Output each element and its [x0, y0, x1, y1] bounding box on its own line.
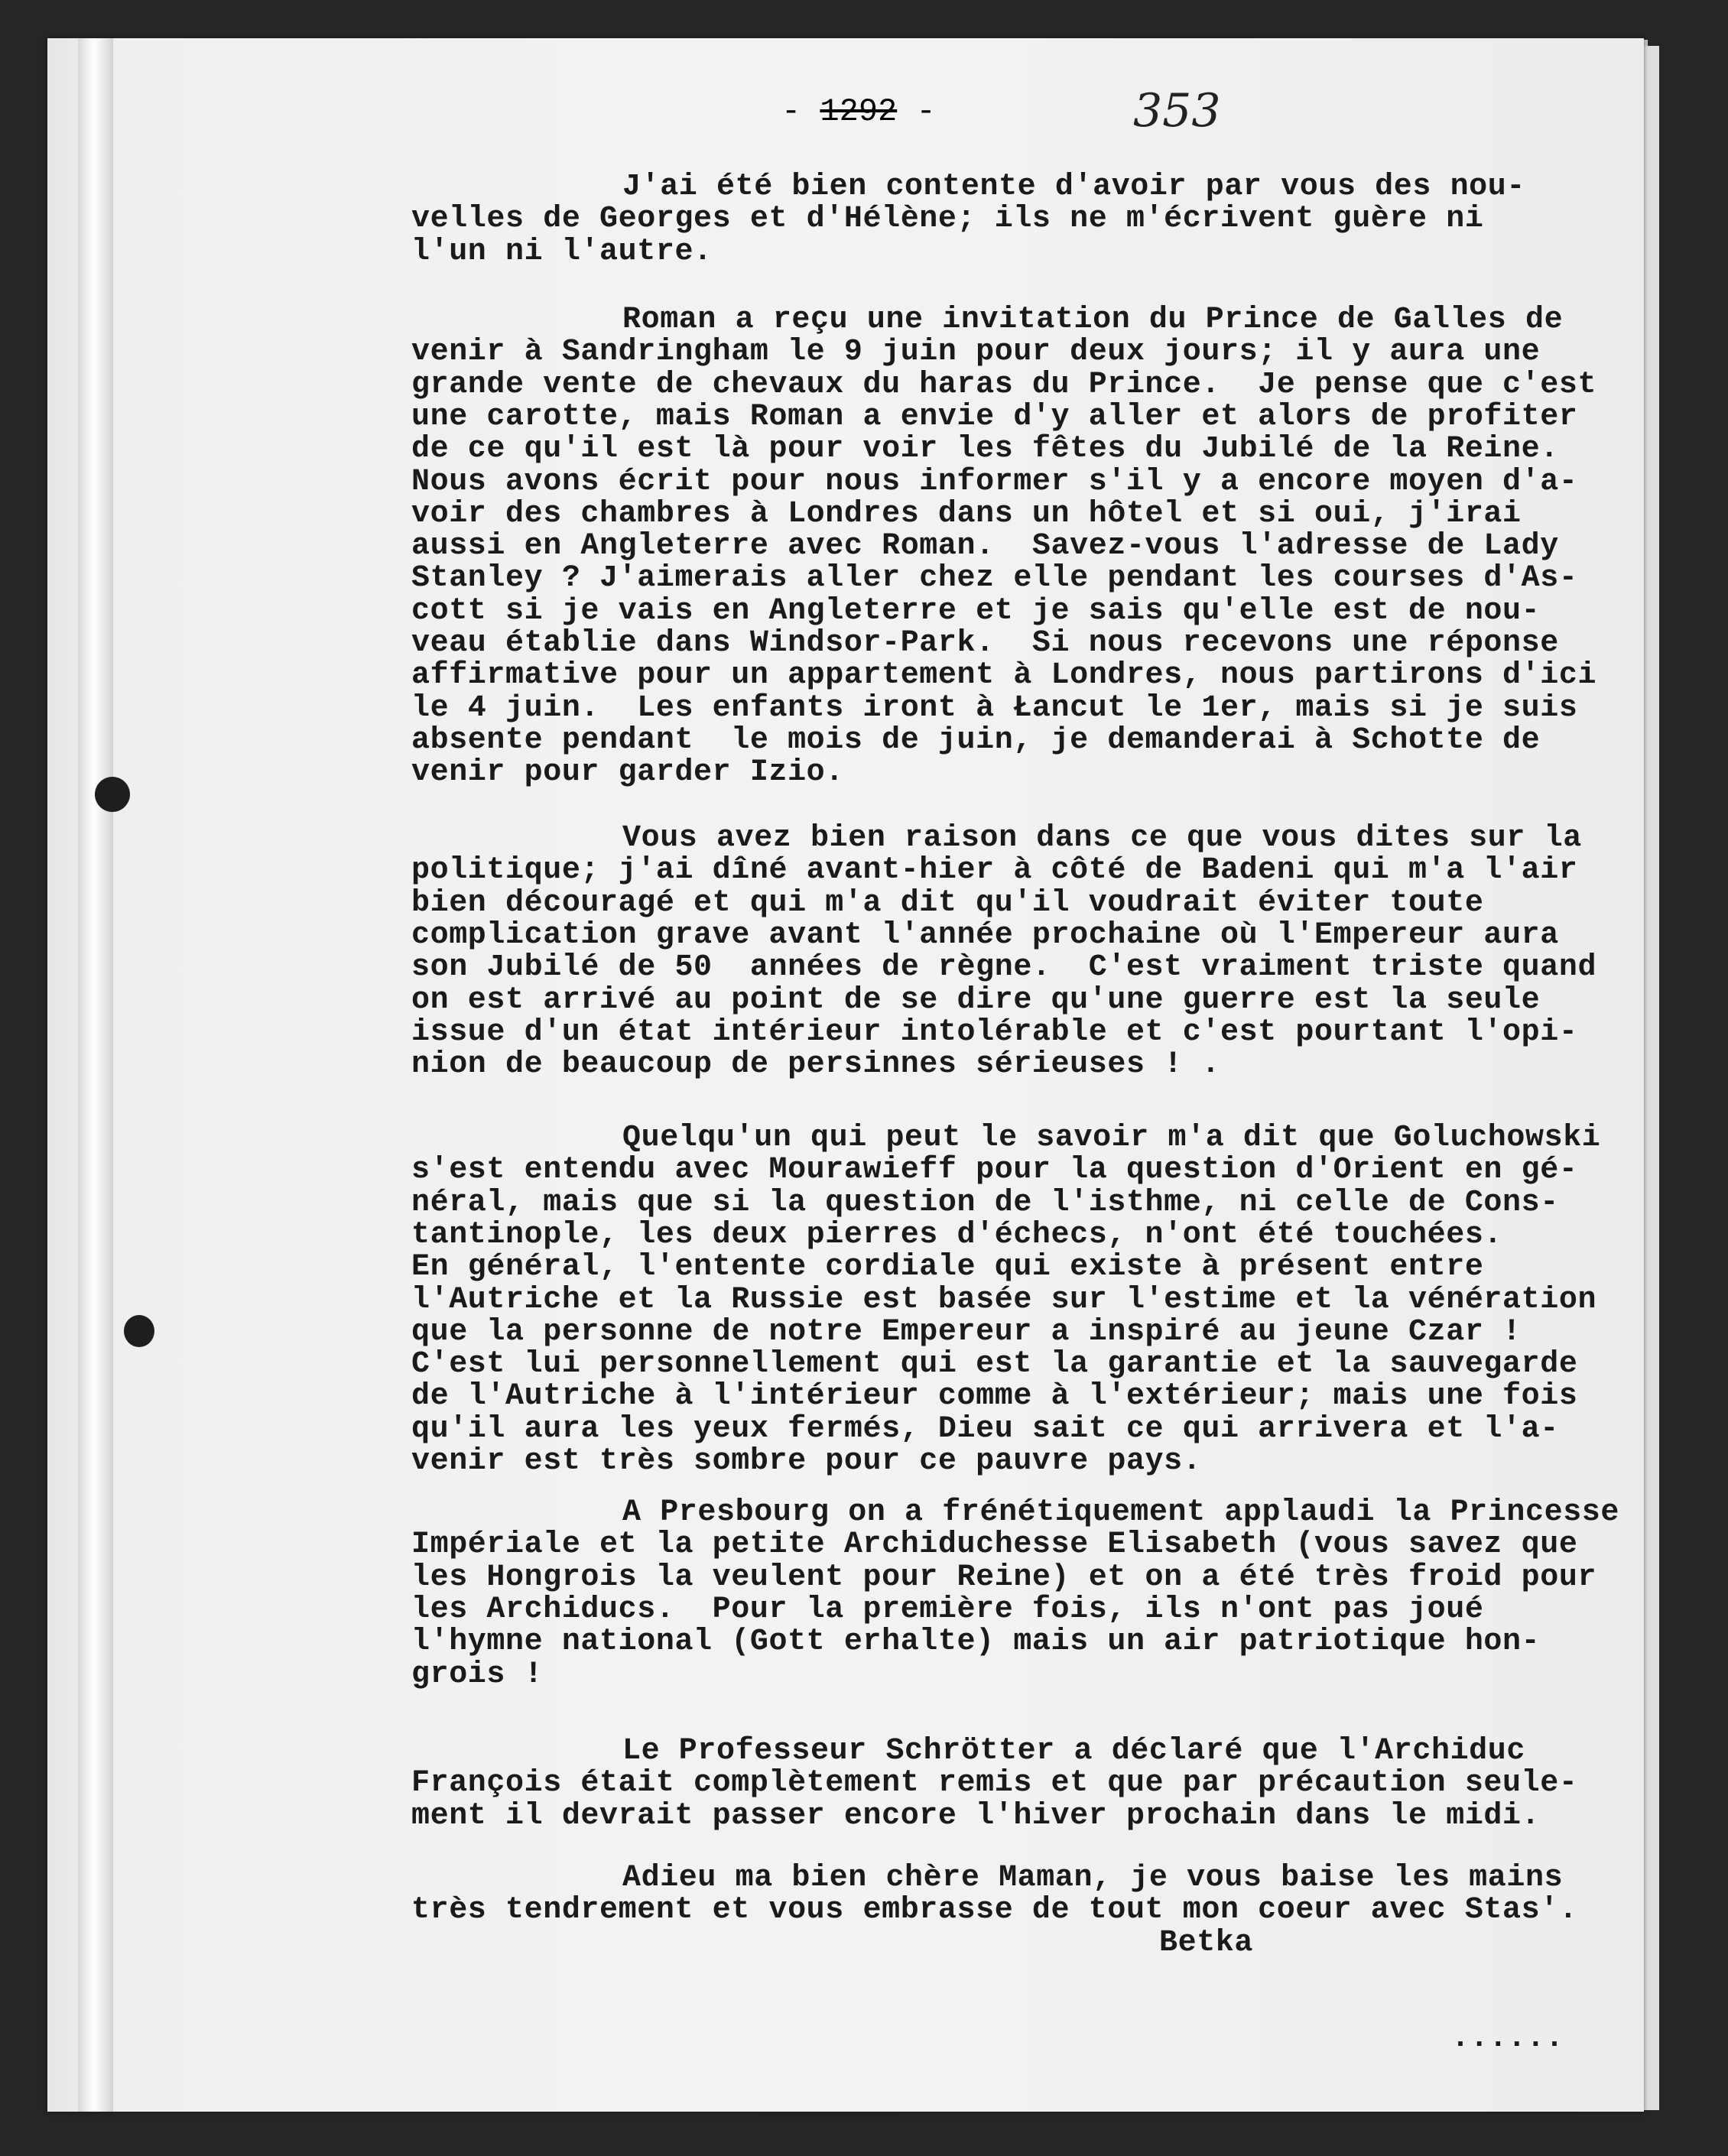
text-line: En général, l'entente cordiale qui existe à présent entre [411, 1250, 1484, 1285]
text-line: Roman a reçu une invitation du Prince de Galles de [622, 303, 1564, 337]
text-line: son Jubilé de 50 années de règne. C'est vraiment triste quand [411, 950, 1597, 985]
text-line: complication grave avant l'année prochaine où l'Empereur aura [411, 917, 1559, 953]
text-line: absente pendant le mois de juin, je demanderai à Schotte de [411, 722, 1541, 758]
text-line: une carotte, mais Roman a envie d'y aller et alors de profiter [411, 399, 1578, 434]
text-line: Stanley ? J'aimerais aller chez elle pendant les courses d'As- [411, 561, 1578, 596]
text-line: ment il devrait passer encore l'hiver prochain dans le midi. [411, 1798, 1541, 1833]
text-line: les Archiducs. Pour la première fois, ils n'ont pas joué [411, 1592, 1484, 1627]
text-line: grois ! [411, 1657, 544, 1692]
text-line: de l'Autriche à l'intérieur comme à l'extérieur; mais une fois [411, 1379, 1578, 1414]
text-line: Quelqu'un qui peut le savoir m'a dit que Goluchowski [622, 1121, 1601, 1155]
text-line: A Presbourg on a frénétiquement applaudi la Princesse [622, 1495, 1620, 1530]
text-line: l'hymne national (Gott erhalte) mais un air patriotique hon- [411, 1625, 1541, 1660]
typed-page-number: - 1292 - [781, 93, 936, 130]
text-line: venir est très sombre pour ce pauvre pays. [411, 1444, 1202, 1479]
text-line: C'est lui personnellement qui est la garantie et la sauvegarde [411, 1347, 1578, 1382]
signature: Betka [1159, 1925, 1254, 1960]
text-line: de ce qu'il est là pour voir les fêtes du Jubilé de la Reine. [411, 432, 1559, 467]
text-line: politique; j'ai dîné avant-hier à côté de Badeni qui m'a l'air [411, 853, 1578, 888]
text-line: Le Professeur Schrötter a déclaré que l'Archiduc [622, 1734, 1525, 1768]
text-line: les Hongrois la veulent pour Reine) et on a été très froid pour [411, 1560, 1597, 1595]
text-line: affirmative pour un appartement à Londres, nous partirons d'ici [411, 658, 1597, 693]
text-line: nion de beaucoup de persinnes sérieuses ! . [411, 1047, 1220, 1083]
text-line: venir à Sandringham le 9 juin pour deux jours; il y aura une [411, 335, 1541, 370]
text-line: l'un ni l'autre. [411, 234, 713, 269]
text-line: issue d'un état intérieur intolérable et c'est pourtant l'opi- [411, 1015, 1578, 1050]
text-line: Vous avez bien raison dans ce que vous dites sur la [622, 821, 1582, 856]
handwritten-page-number: 353 [1133, 84, 1221, 138]
text-line: on est arrivé au point de se dire qu'une guerre est la seule [411, 982, 1541, 1018]
text-line: voir des chambres à Londres dans un hôtel et si oui, j'irai [411, 496, 1522, 531]
text-line: Nous avons écrit pour nous informer s'il y a encore moyen d'a- [411, 464, 1578, 499]
letter-body [47, 38, 1644, 2112]
text-line: venir pour garder Izio. [411, 755, 844, 791]
text-line: que la personne de notre Empereur a inspiré au jeune Czar ! [411, 1314, 1522, 1349]
text-line: veau établie dans Windsor-Park. Si nous recevons une réponse [411, 626, 1559, 661]
text-line: le 4 juin. Les enfants iront à Łancut le 1er, mais si je suis [411, 690, 1578, 726]
text-line: J'ai été bien contente d'avoir par vous des nou- [622, 170, 1525, 204]
text-line: Impériale et la petite Archiduchesse Elisabeth (vous savez que [411, 1528, 1578, 1563]
text-line: tantinople, les deux pierres d'échecs, n'ont été touchées. [411, 1217, 1503, 1252]
text-line: bien découragé et qui m'a dit qu'il voudrait éviter toute [411, 885, 1484, 921]
document-page [47, 38, 1644, 2112]
text-line: cott si je vais en Angleterre et je sais qu'elle est de nou- [411, 593, 1541, 628]
text-line: qu'il aura les yeux fermés, Dieu sait ce qui arrivera et l'a- [411, 1411, 1559, 1447]
text-line: François était complètement remis et que par précaution seule- [411, 1766, 1578, 1801]
text-line: Adieu ma bien chère Maman, je vous baise les mains [622, 1861, 1564, 1895]
text-line: velles de Georges et d'Hélène; ils ne m'écrivent guère ni [411, 202, 1484, 237]
trailing-mark: ...... [1451, 2021, 1564, 2056]
text-line: grande vente de chevaux du haras du Prince. Je pense que c'est [411, 367, 1597, 402]
text-line: s'est entendu avec Mourawieff pour la question d'Orient en gé- [411, 1153, 1578, 1188]
text-line: aussi en Angleterre avec Roman. Savez-vous l'adresse de Lady [411, 529, 1559, 564]
text-line: très tendrement et vous embrasse de tout mon coeur avec Stas'. [411, 1893, 1578, 1928]
text-line: néral, mais que si la question de l'isthme, ni celle de Cons- [411, 1185, 1559, 1220]
text-line: l'Autriche et la Russie est basée sur l'estime et la vénération [411, 1282, 1597, 1317]
